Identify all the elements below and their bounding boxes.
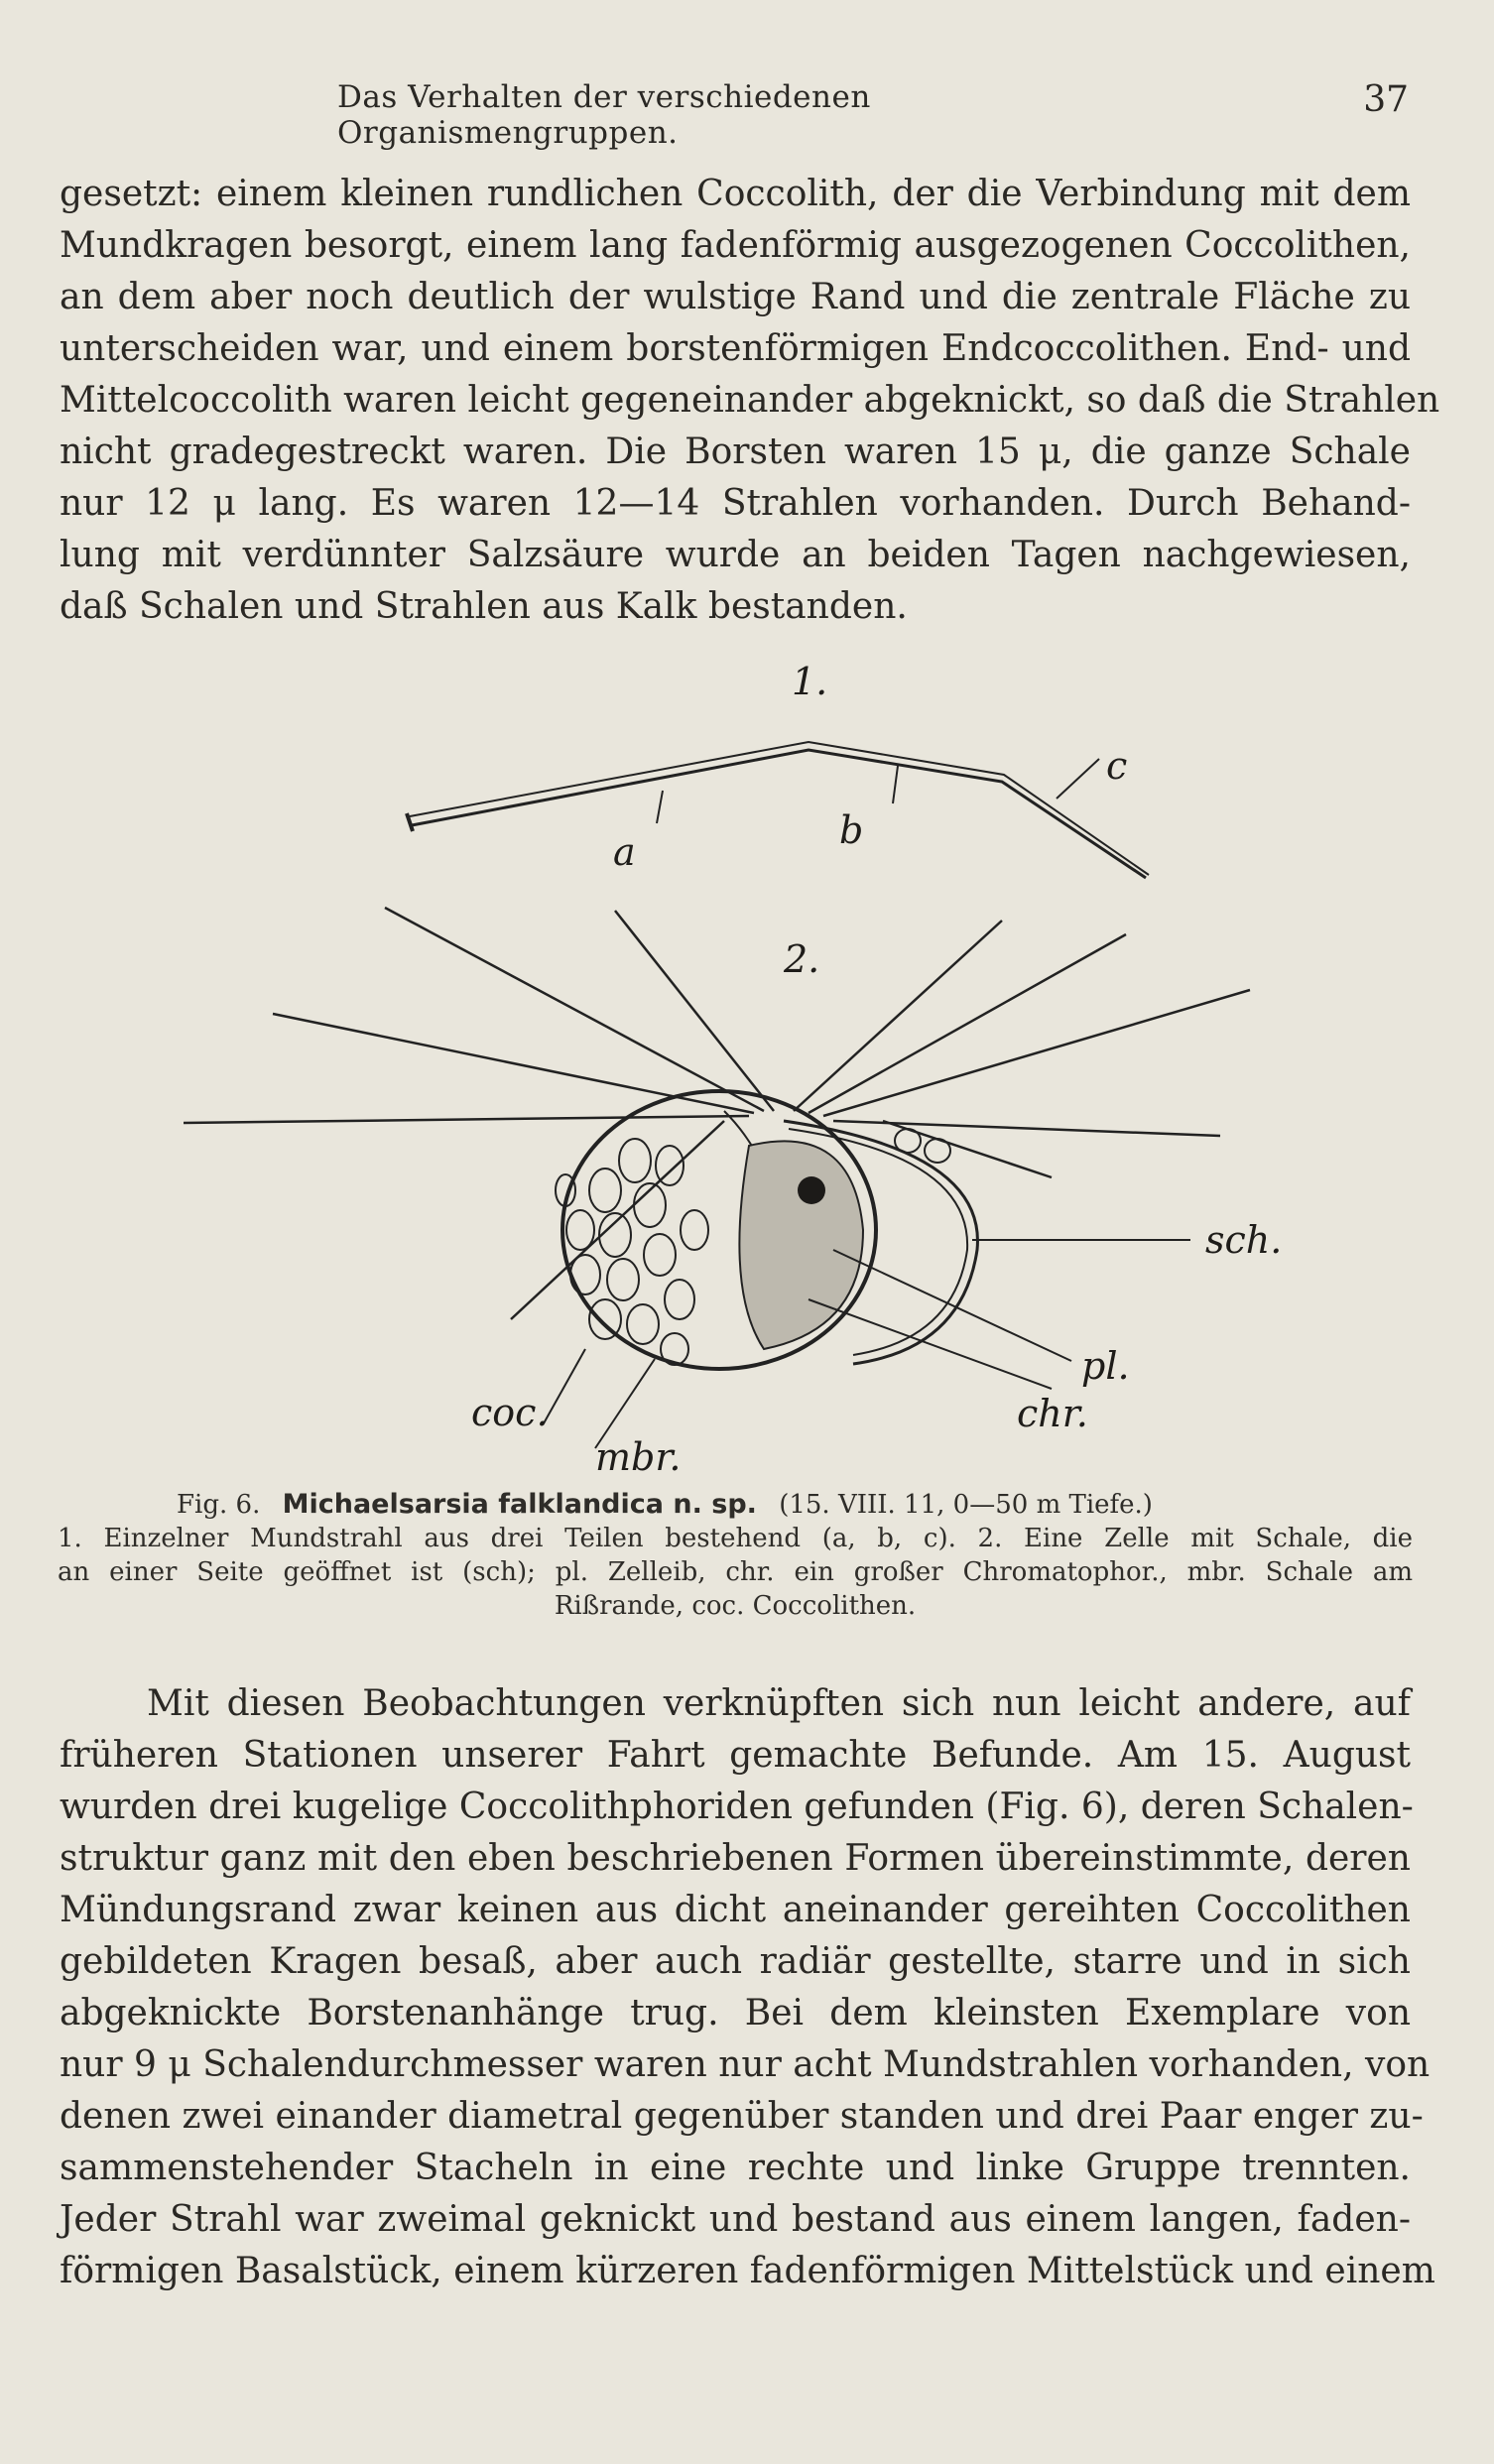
text-line: Mundkragen besorgt, einem lang fadenförmig ausgezogenen Coccolithen,: [60, 225, 1411, 266]
paragraph-1: [60, 169, 1440, 633]
text-line: Mittelcoccolith waren leicht gegeneinander abgeknickt, so daß die Strahlen: [60, 380, 1440, 421]
part-label-a: a: [613, 830, 636, 874]
caption-line: an einer Seite geöffnet ist (sch); pl. Zelleib, chr. ein großer Chromatophor., mbr. Schale am: [58, 1557, 1413, 1587]
figure-label-2: 2.: [784, 937, 820, 981]
text-line: gebildeten Kragen besaß, aber auch radiär gestellte, starre und in sich: [60, 1941, 1411, 1982]
text-line: struktur ganz mit den eben beschriebenen Formen übereinstimmte, deren: [60, 1838, 1411, 1879]
text-line: an dem aber noch deutlich der wulstige Rand und die zentrale Fläche zu: [60, 277, 1411, 317]
text-line: denen zwei einander diametral gegenüber standen und drei Paar enger zu-: [60, 2096, 1424, 2137]
text-line: nur 9 μ Schalendurchmesser waren nur acht Mundstrahlen vorhanden, von: [60, 2044, 1431, 2085]
text-line: nur 12 μ lang. Es waren 12—14 Strahlen vorhanden. Durch Behand-: [60, 483, 1411, 524]
text-line: Mündungsrand zwar keinen aus dicht aneinander gereihten Coccolithen: [60, 1890, 1411, 1930]
text-line: Jeder Strahl war zweimal geknickt und bestand aus einem langen, faden-: [60, 2199, 1411, 2240]
caption-species: Michaelsarsia falklandica n. sp.: [282, 1489, 757, 1520]
figure-svg: [169, 655, 1329, 1488]
text-line: wurden drei kugelige Coccolithphoriden gefunden (Fig. 6), deren Schalen-: [60, 1786, 1414, 1827]
text-line: lung mit verdünnter Salzsäure wurde an beiden Tagen nachgewiesen,: [60, 535, 1411, 575]
text-line: daß Schalen und Strahlen aus Kalk bestanden.: [60, 586, 908, 627]
mouth-ray-drawing: [407, 742, 1149, 878]
text-line: Mit diesen Beobachtungen verknüpften sich nun leicht andere, auf: [147, 1683, 1411, 1724]
label-coc: coc.: [471, 1391, 549, 1434]
text-line: abgeknickte Borstenanhänge trug. Bei dem kleinsten Exemplare von: [60, 1993, 1411, 2033]
cell-rays: [184, 908, 1250, 1319]
figure-6-drawing: [169, 655, 1329, 1488]
text-line: unterscheiden war, und einem borstenförmigen Endcoccolithen. End- und: [60, 328, 1411, 369]
caption-line: 1. Einzelner Mundstrahl aus drei Teilen bestehend (a, b, c). 2. Eine Zelle mit Schale, die: [58, 1524, 1413, 1553]
label-pl: pl.: [1081, 1344, 1130, 1388]
text-line: nicht gradegestreckt waren. Die Borsten waren 15 μ, die ganze Schale: [60, 431, 1411, 472]
page-number: 37: [1363, 79, 1409, 120]
label-mbr: mbr.: [595, 1435, 682, 1479]
text-line: früheren Stationen unserer Fahrt gemachte Befunde. Am 15. August: [60, 1735, 1411, 1776]
caption-line: Rißrande, coc. Coccolithen.: [554, 1591, 917, 1621]
cell-body: [739, 1141, 863, 1349]
figure-label-1: 1.: [792, 660, 828, 703]
text-line: gesetzt: einem kleinen rundlichen Coccolith, der die Verbindung mit dem: [60, 174, 1411, 214]
part-label-c: c: [1106, 744, 1128, 788]
caption-title-line: [58, 1488, 1413, 1522]
text-line: sammenstehender Stacheln in eine rechte und linke Gruppe trennten.: [60, 2148, 1411, 2188]
label-chr: chr.: [1017, 1392, 1088, 1435]
part-label-b: b: [839, 808, 864, 852]
caption-details: (15. VIII. 11, 0—50 m Tiefe.): [779, 1490, 1153, 1520]
running-title: Das Verhalten der verschiedenen Organismengruppen.: [337, 79, 871, 151]
paragraph-2: [60, 1678, 1435, 2297]
text-line: förmigen Basalstück, einem kürzeren fadenförmigen Mittelstück und einem: [60, 2251, 1435, 2291]
label-sch: sch.: [1205, 1218, 1283, 1262]
caption-fig-number: Fig. 6.: [177, 1490, 261, 1520]
figure-caption: [58, 1488, 1413, 1623]
